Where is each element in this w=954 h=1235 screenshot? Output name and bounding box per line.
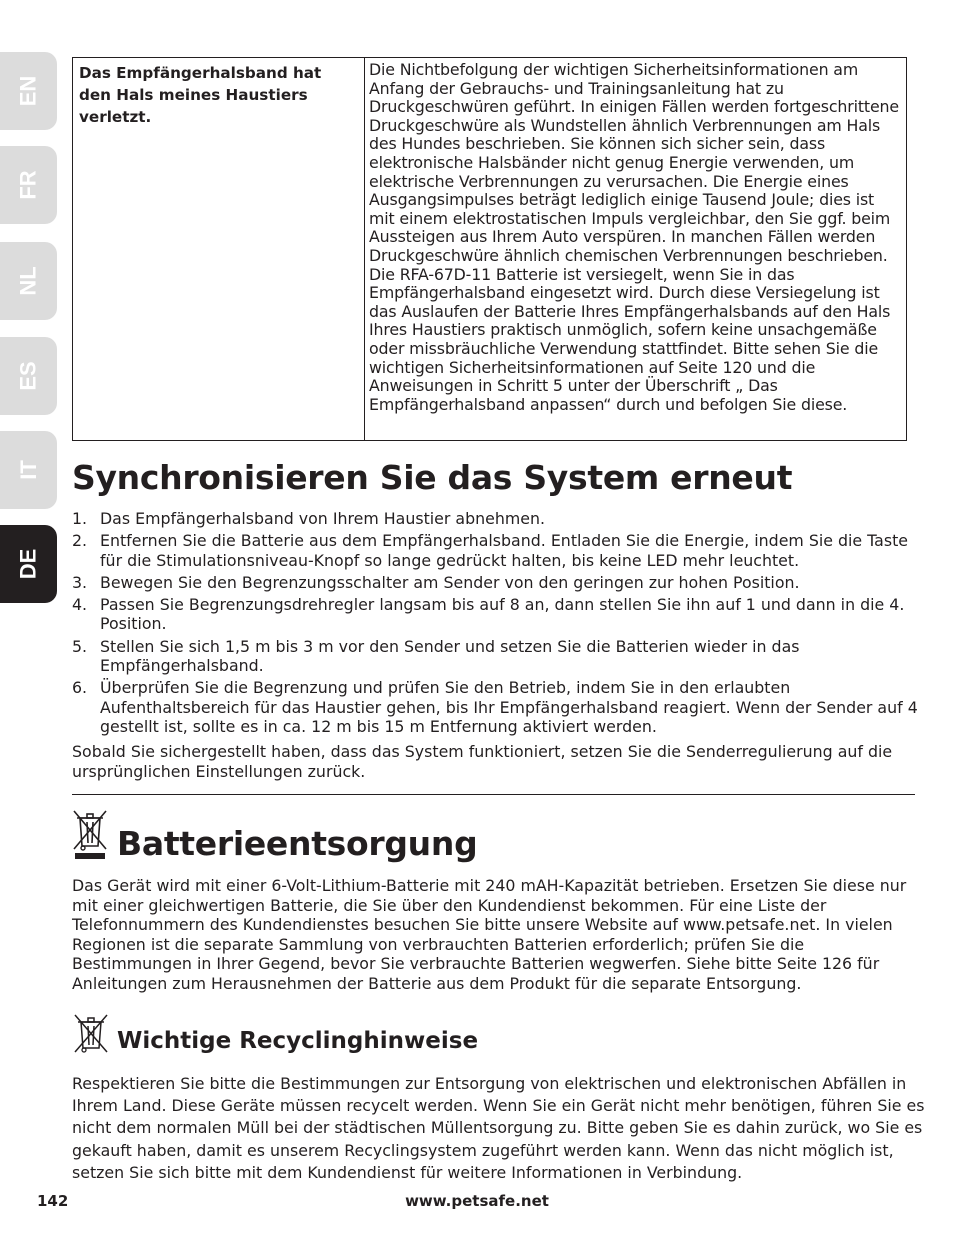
- crossed-bin-icon: [71, 808, 109, 860]
- table-answer-cell: Die Nichtbefolgung der wichtigen Sicherheitsinformationen am Anfang der Gebrauchs- und Trainingsanleitung hat zu Druckgeschwüren geführt. In einigen Fällen werden fortgeschrittene Druckgeschwüre als Wundstellen ähnlich Verbrennungen am Hals des Hundes beschrieben. Sie können sich sicher sein, dass elektronische Halsbänder nicht genug Energie verwenden, um elektrische Verbrennungen zu verursachen. Die Energie eines Ausgangsimpulses beträgt lediglich einige Tausend Joule; dies ist mit einem elektrostatischen Impuls vergleichbar, den Sie ggf. beim Aussteigen aus Ihrem Auto verspüren. In manchen Fällen werden Druckgeschwüre ähnlich chemischen Verbrennungen beschrieben. Die RFA-67D-11 Batterie ist versiegelt, wenn Sie in das Empfängerhalsband eingesetzt wird. Durch diese Versiegelung ist das Auslaufen der Batterie Ihres Empfängerhalsbands auf den Hals Ihres Haustiers praktisch unmöglich, sofern keine unsachgemäße oder missbräuchliche Verwendung stattfindet. Bitte sehen Sie die wichtigen Sicherheitsinformationen auf Seite 120 und die Anweisungen in Schritt 5 unter der Überschrift „ Das Empfängerhalsband anpassen“ durch und befolgen Sie diese.: [369, 60, 899, 414]
- table-question-cell: Das Empfängerhalsband hat den Hals meines Haustiers verletzt.: [73, 58, 365, 440]
- step-number: 5.: [72, 636, 88, 656]
- step-text: Passen Sie Begrenzungsdrehregler langsam bis auf 8 an, dann stellen Sie ihn auf 1 und dann in die 4. Position.: [100, 595, 905, 634]
- recycling-text: Respektieren Sie bitte die Bestimmungen zur Entsorgung von elektrischen und elektronischen Abfällen in Ihrem Land. Diese Geräte müssen recycelt werden. Wenn Sie ein Gerät nicht mehr benötigen, führen Sie es nicht dem normalen Müll bei der städtischen Müllentsorgung zu. Bitte geben Sie es dahin zurück, wo Sie es gekauft haben, damit es unserem Recyclingsystem zugeführt werden kann. Wenn das nicht möglich ist, setzen Sie sich bitte mit dem Kundendienst für weitere Informationen in Verbindung.: [72, 1074, 925, 1182]
- crossed-bin-icon: [73, 1013, 109, 1055]
- sync-closing-text: Sobald Sie sichergestellt haben, dass das System funktioniert, setzen Sie die Senderregulierung auf die ursprünglichen Einstellungen zurück.: [72, 742, 893, 781]
- list-item: [72, 509, 922, 528]
- list-item: [72, 678, 922, 736]
- step-text: Stellen Sie sich 1,5 m bis 3 m vor den Sender und setzen Sie die Batterien wieder in das Empfängerhalsband.: [100, 636, 800, 676]
- step-number: 2.: [72, 531, 88, 551]
- list-item: [72, 531, 922, 570]
- step-number: 6.: [72, 678, 88, 698]
- page-number: 142: [37, 1192, 69, 1210]
- step-text: Entfernen Sie die Batterie aus dem Empfängerhalsband. Entladen Sie die Energie, indem Sie die Taste für die Stimulationsniveau-Knopf so lange gedrückt halten, bis keine LED mehr leuchtet.: [100, 531, 909, 570]
- list-item: [72, 573, 922, 592]
- tab-nl[interactable]: [0, 242, 57, 320]
- sync-section-title: Synchronisieren Sie das System erneut: [72, 458, 793, 497]
- list-item: [72, 595, 922, 634]
- footer-website: www.petsafe.net: [405, 1192, 549, 1210]
- tab-es[interactable]: [0, 337, 57, 415]
- tab-it[interactable]: [0, 431, 57, 509]
- troubleshooting-table: [72, 57, 907, 441]
- step-number: 3.: [72, 572, 88, 592]
- tab-label: IT: [15, 460, 41, 480]
- step-text: Bewegen Sie den Begrenzungsschalter am Sender von den geringen zur hohen Position.: [100, 572, 800, 592]
- step-text: Überprüfen Sie die Begrenzung und prüfen Sie den Betrieb, indem Sie in den erlaubten Aufenthaltsbereich für das Haustier gehen, bis Ihr Empfängerhalsband reagiert. Wenn der Sender auf 4 gestellt ist, sollte es in ca. 12 m bis 15 m Entfernung aktiviert werden.: [100, 678, 918, 736]
- tab-label: NL: [15, 266, 41, 296]
- tab-label: ES: [15, 361, 41, 391]
- battery-section-title: Batterieentsorgung: [117, 824, 478, 863]
- sync-steps-list: [72, 509, 922, 739]
- recycling-section-title: Wichtige Recyclinghinweise: [117, 1028, 479, 1054]
- tab-label: DE: [15, 548, 41, 580]
- section-divider: [72, 794, 915, 795]
- battery-text: Das Gerät wird mit einer 6-Volt-Lithium-Batterie mit 240 mAH-Kapazität betrieben. Ersetzen Sie diese nur mit einer gleichwertigen Batterie, die Sie über den Kundendienst bekommen. Für eine Liste der Telefonnummern des Kundendienstes besuchen Sie bitte unsere Website auf www.petsafe.net. In vielen Regionen ist die separate Sammlung von verbrauchten Batterien erforderlich; prüfen Sie die Bestimmungen in Ihrer Gegend, bevor Sie verbrauchte Batterien wegwerfen. Siehe bitte Seite 126 für Anleitungen zum Herausnehmen der Batterie aus dem Produkt für die separate Entsorgung.: [72, 876, 907, 993]
- step-number: 4.: [72, 595, 88, 615]
- tab-label: EN: [15, 75, 41, 107]
- tab-label: FR: [15, 170, 41, 200]
- step-number: 1.: [72, 509, 88, 528]
- list-item: [72, 637, 922, 676]
- tab-de[interactable]: [0, 525, 57, 603]
- tab-fr[interactable]: [0, 146, 57, 224]
- step-text: Das Empfängerhalsband von Ihrem Haustier abnehmen.: [100, 509, 545, 528]
- tab-en[interactable]: [0, 52, 57, 130]
